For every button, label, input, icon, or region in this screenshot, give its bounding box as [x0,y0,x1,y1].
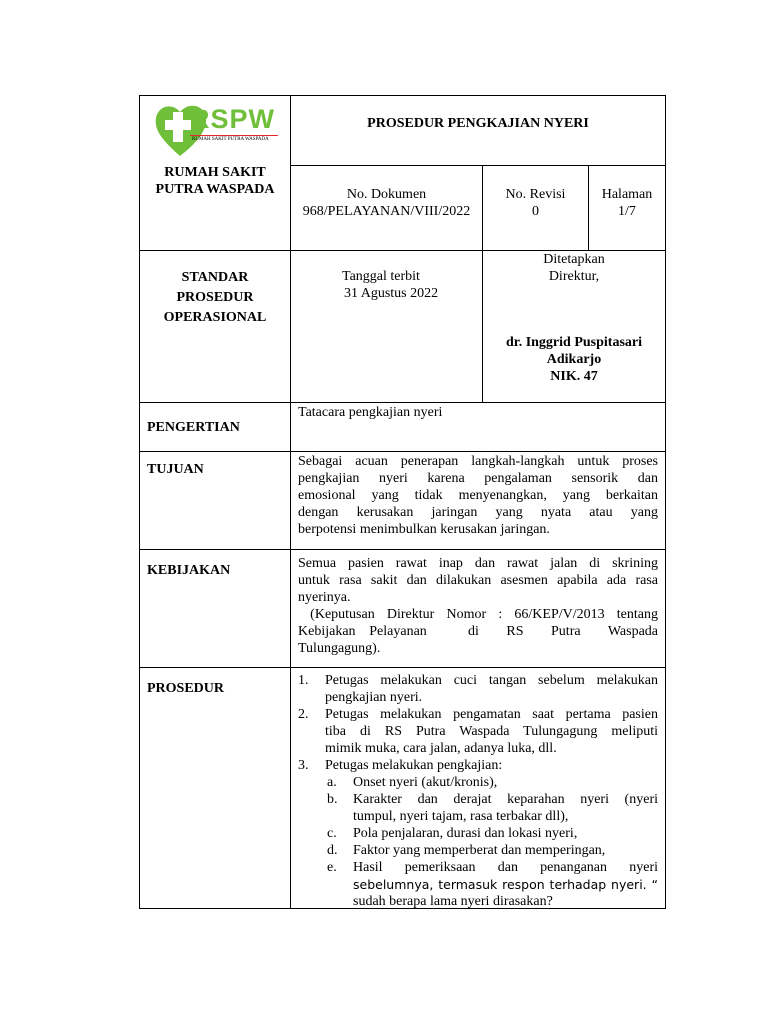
sub-list-item [298,842,658,859]
list-number: 3. [298,758,309,773]
list-line: Karakter dan derajat keparahan nyeri (nyeri [353,792,658,807]
row-divider [139,402,666,403]
page-label: Halaman [601,187,653,202]
revision-value: 0 [532,204,539,219]
prosedur-label: PROSEDUR [147,681,225,696]
kebijakan-line: Kebijakan Pelayanan di RS Putra Waspada [298,624,658,639]
document-number [291,186,482,220]
page-value: 1/7 [618,204,636,219]
director-signature-block [483,334,665,385]
sop-label [140,268,290,328]
sop-line2: PROSEDUR [176,290,254,305]
list-line: Faktor yang memperberat dan memperingan, [353,843,606,858]
tujuan-line: pengkajian nyeri karena pengalaman sensorik dan [298,471,658,486]
established-label: Ditetapkan [543,252,605,267]
list-line: sudah berapa lama nyeri dirasakan? [353,894,553,909]
director-nik: NIK. 47 [550,369,598,384]
established-by: Direktur, [548,269,600,284]
pengertian-text: Tatacara pengkajian nyeri [298,405,443,420]
sub-list-letter: b. [327,792,338,807]
revision-number [483,186,588,220]
document-title: PROSEDUR PENGKAJIAN NYERI [367,116,589,131]
issue-date-block [291,268,482,302]
table-border-top [139,95,666,96]
sub-list-item [298,859,658,910]
sub-list-letter: c. [327,826,337,841]
sub-list-item [298,791,658,825]
list-line: Hasil pemeriksaan dan penanganan nyeri [353,860,658,875]
tujuan-line: berpotensi menimbulkan kerusakan jaringan. [298,522,550,537]
sub-list-letter: a. [327,775,337,790]
hospital-logo [150,100,286,158]
director-name-line1: dr. Inggrid Puspitasari [505,335,642,350]
list-line: Onset nyeri (akut/kronis), [353,775,498,790]
issue-date: 31 Agustus 2022 [344,286,439,301]
hospital-name-line2: PUTRA WASPADA [155,182,275,197]
kebijakan-line: Semua pasien rawat inap dan rawat jalan di skrining [298,556,658,571]
list-line: Petugas melakukan pengkajian: [325,758,503,773]
list-line: Pola penjalaran, durasi dan lokasi nyeri, [353,826,578,841]
kebijakan-text [298,555,658,657]
sub-list-letter: e. [327,860,337,875]
issue-label: Tanggal terbit [342,269,420,284]
sub-list-item [298,825,658,842]
row-divider [290,165,666,166]
list-line: Petugas melakukan cuci tangan sebelum melakukan [325,673,658,688]
sub-list-item [298,774,658,791]
table-border-left [139,95,140,909]
director-name-line2: Adikarjo [546,352,602,367]
logo-underline [190,135,278,136]
table-border-right [665,95,666,909]
kebijakan-line: nyerinya. [298,590,351,605]
doc-no-label: No. Dokumen [346,187,427,202]
hospital-name [140,164,290,198]
row-divider [139,549,666,550]
list-line: tiba di RS Putra Waspada Tulungagung meliputi [325,724,658,739]
doc-no-value: 968/PELAYANAN/VIII/2022 [302,204,471,219]
establishment-block [483,251,665,285]
tujuan-line: Sebagai acuan penerapan langkah-langkah untuk proses [298,454,658,469]
list-item [298,706,658,757]
logo-text: RSPW [190,104,275,134]
list-number: 2. [298,707,309,722]
sub-list-letter: d. [327,843,338,858]
page-number [589,186,665,220]
tujuan-line: emosional yang tidak menyenangkan, yang berkaitan [298,488,658,503]
tujuan-line: dengan kerusakan jaringan yang nyata atau yang [298,505,658,520]
row-divider [139,667,666,668]
list-line: sebelumnya, termasuk respon terhadap nyeri. “ [353,877,658,892]
list-number: 1. [298,673,309,688]
pengertian-label: PENGERTIAN [147,420,240,435]
kebijakan-line: (Keputusan Direktur Nomor : 66/KEP/V/2013 tentang [298,607,658,622]
sop-line1: STANDAR [181,270,249,285]
logo-subtext: RUMAH SAKIT PUTRA WASPADA [192,137,269,142]
list-line: pengkajian nyeri. [325,690,423,705]
sop-line3: OPERASIONAL [163,310,267,325]
kebijakan-line: untuk rasa sakit dan dilakukan asesmen apabila ada rasa [298,573,658,588]
kebijakan-label: KEBIJAKAN [147,563,231,578]
revision-label: No. Revisi [505,187,566,202]
kebijakan-line: Tulungagung). [298,641,381,656]
list-line: tumpul, nyeri tajam, rasa terbakar dll), [353,809,569,824]
tujuan-label: TUJUAN [147,462,204,477]
list-item [298,672,658,706]
list-line: Petugas melakukan pengamatan saat pertama pasien [325,707,658,722]
list-item [298,757,658,774]
list-line: mimik muka, cara jalan, adanya luka, dll. [325,741,557,756]
prosedur-list [298,672,658,910]
tujuan-text [298,453,658,538]
row-divider [139,451,666,452]
hospital-name-line1: RUMAH SAKIT [164,165,266,180]
